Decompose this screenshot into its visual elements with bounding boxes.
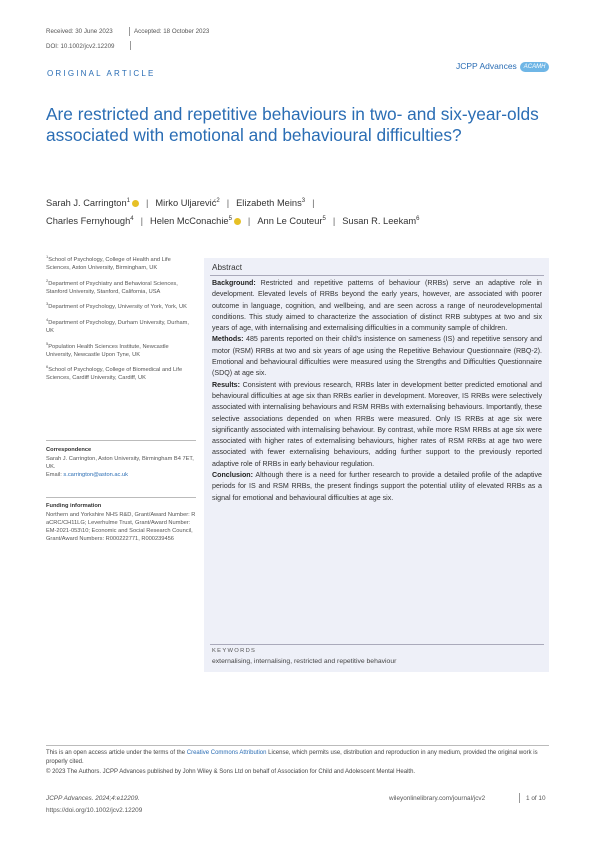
author-name[interactable]: Helen McConachie$^5$ <box>150 216 241 226</box>
funding-information <box>46 502 196 548</box>
email-link[interactable]: s.carrington@aston.ac.uk <box>63 472 128 479</box>
accepted-date: Accepted: 18 October 2023 <box>134 28 210 35</box>
license-text: This is an open access article under the terms of the Creative Commons Attribution License, which permits use, distribution and reproduction in any medium, provided the original work is properly cited. <box>46 750 538 766</box>
correspondence <box>46 446 196 484</box>
orcid-icon[interactable] <box>132 200 139 207</box>
affiliation: $^2$Department of Psychiatry and Behavioral Sciences, Stanford University, Stanford, California, USA <box>46 277 178 295</box>
funding-text: Northern and Yorkshire NHS R&D, Grant/Award Number: R aCRC/CH11LG; Leverhulme Trust, Grant/Award Number: EM-2021-053\10; Economic and Social Research Council, Grant/Award Numbers: R000222771, R000239456 <box>46 512 196 543</box>
acamh-badge-icon: ACAMH <box>520 62 550 72</box>
affiliations <box>46 253 196 387</box>
page-number: 1 of 10 <box>526 795 546 802</box>
received-date: Received: 30 June 2023 <box>46 28 113 35</box>
abstract-background: Background: Restricted and repetitive patterns of behaviour (RRBs) serve an adaptive role in development. Elevated levels of RRBs beyond the early years, however, are associated with poorer outcome in language, cognition, and wellbeing, and are seen across a range of neurodevelopmental conditions. This study aimed to characterize the association of distinct RRB subtypes at two and six years of age, with internalising and externalising difficulties in a community sample of children. <box>212 279 542 333</box>
abstract-body <box>212 278 542 504</box>
correspondence-address: Sarah J. Carrington, Aston University, Birmingham B4 7ET, UK. <box>46 456 194 471</box>
article-title: Are restricted and repetitive behaviours in two- and six-year-olds associated with emotional and behavioural difficulties? <box>46 104 539 145</box>
journal-name: JCPP Advances <box>456 61 517 71</box>
citation: JCPP Advances. 2024;4:e12209. <box>46 795 140 802</box>
correspondence-heading: Correspondence <box>46 447 92 453</box>
funding-heading: Funding information <box>46 503 102 509</box>
affiliation: $^6$School of Psychology, College of Biomedical and Life Sciences, Cardiff University, Cardiff, UK <box>46 364 183 382</box>
article-type: ORIGINAL ARTICLE <box>47 69 156 78</box>
keywords-heading: KEYWORDS <box>212 648 257 654</box>
author-name[interactable]: Mirko Uljarević$^2$ <box>155 198 220 209</box>
footer-divider <box>519 793 520 803</box>
abstract-heading: Abstract <box>212 263 243 272</box>
abstract-conclusion: Conclusion: Although there is a need for further research to provide a detailed profile of the adaptive periods for IS and RSM RRBs, the present findings support the potential utility of elevated RRBs as a signal for emotional and behavioural difficulties at age six. <box>212 471 542 502</box>
copyright: © 2023 The Authors. JCPP Advances published by John Wiley & Sons Ltd on behalf of Association for Child and Adolescent Mental Health. <box>46 769 416 775</box>
author-name[interactable]: Elizabeth Meins$^3$ <box>236 198 306 209</box>
keywords-list: externalising, internalising, restricted and repetitive behaviour <box>212 658 397 665</box>
divider <box>46 440 196 441</box>
header-divider <box>130 41 131 50</box>
affiliation: $^1$School of Psychology, College of Health and Life Sciences, Aston University, Birmingham, UK <box>46 254 171 271</box>
author-line-2: Charles Fernyhough$^4$ | Helen McConachie$^5$ | Ann Le Couteur$^5$ | Susan R. Leekam$^6$ <box>46 216 420 227</box>
doi-link[interactable]: https://doi.org/10.1002/jcv2.12209 <box>46 807 143 814</box>
correspondence-email-line: Email: s.carrington@aston.ac.uk <box>46 472 128 479</box>
header-divider <box>129 27 130 36</box>
cc-license-link[interactable]: Creative Commons Attribution <box>186 750 267 756</box>
doi[interactable]: DOI: 10.1002/jcv2.12209 <box>46 43 115 50</box>
footer-divider <box>46 745 549 746</box>
journal-site-link[interactable]: wileyonlinelibrary.com/journal/jcv2 <box>389 795 486 802</box>
affiliation: $^5$Population Health Sciences Institute, Newcastle University, Newcastle Upon Tyne, UK <box>46 340 169 358</box>
abstract-methods: Methods: 485 parents reported on their child's insistence on sameness (IS) and repetitive sensory and motor (RSM) RRBs at two and six years of age using the Repetitive Behaviour Questionnaire (RBQ-2). Emotional and behavioural difficulties were measured using the Strengths and Difficulties Questionnaire (SDQ) at age six. <box>212 335 542 378</box>
affiliation: $^4$Department of Psychology, Durham University, Durham, UK <box>46 316 189 334</box>
orcid-icon[interactable] <box>234 218 241 225</box>
journal-logo[interactable] <box>456 61 549 72</box>
author-name[interactable]: Ann Le Couteur$^5$ <box>257 216 326 227</box>
author-name[interactable]: Susan R. Leekam$^6$ <box>342 216 420 227</box>
abstract-divider <box>210 275 544 276</box>
keywords-divider <box>210 644 544 645</box>
author-name[interactable]: Sarah J. Carrington$^1$ <box>46 198 139 208</box>
author-name[interactable]: Charles Fernyhough$^4$ <box>46 216 134 227</box>
author-line-1: Sarah J. Carrington$^1$ | Mirko Uljarević$^2$ | Elizabeth Meins$^3$ | <box>46 198 315 209</box>
divider <box>46 497 196 498</box>
abstract-results: Results: Consistent with previous research, RRBs later in development better predicted emotional and behavioural difficulties at age six than RRBs earlier in development. Moreover, IS RRBs were selectively associated with internalising behaviours and RSM RRBs with externalising behaviours. Importantly, these selective associations depended on when RRBs were measured. Only IS RRBs at age six were significantly associated with internalising behaviour. By contrast, while more RSM RRBs at age six were associated with higher rates of externalising behaviours, higher rates of RSM RRBs at age two were associated with fewer externalising behaviours, adding further support to the previously reported adaptive role of RRBs in early behaviour regulation. <box>212 380 542 468</box>
affiliation: $^3$Department of Psychology, University of York, York, UK <box>46 301 187 311</box>
